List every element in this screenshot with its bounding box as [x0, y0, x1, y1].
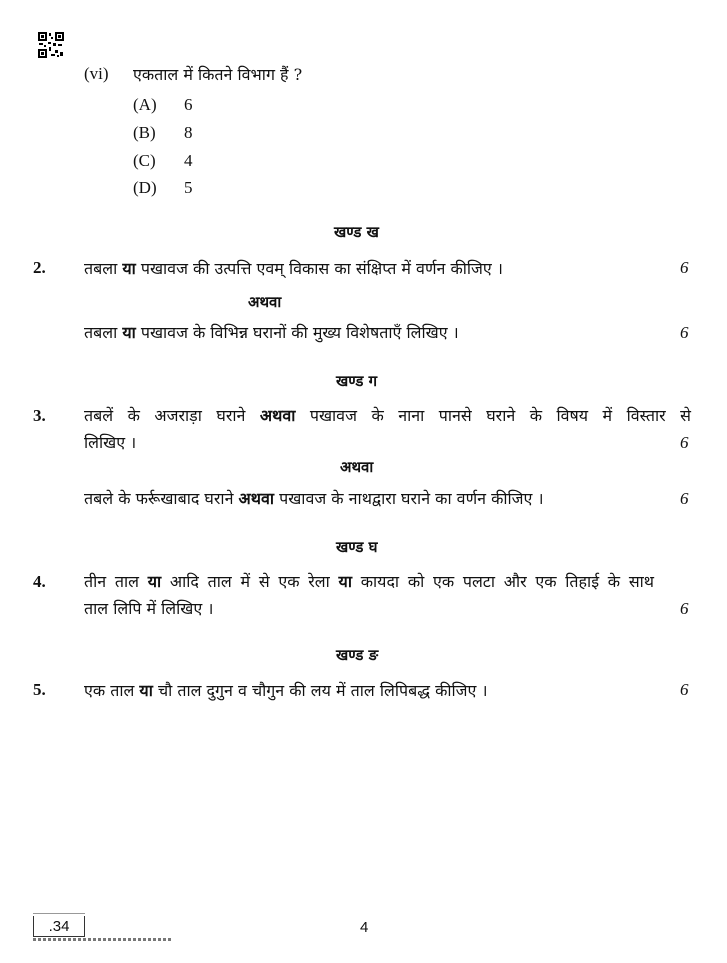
- paper-code: .34: [33, 916, 85, 937]
- marks: 6: [680, 599, 689, 618]
- section-heading: खण्ड घ: [336, 538, 378, 556]
- or-heading: अथवा: [340, 458, 374, 476]
- option-label: (B): [133, 123, 156, 142]
- marks: 6: [680, 680, 689, 699]
- marks: 6: [680, 433, 689, 452]
- question-number: 5.: [33, 680, 46, 699]
- page-number: 4: [360, 919, 369, 936]
- section-heading: खण्ड ग: [336, 372, 378, 390]
- question-text: तबले के फर्रूखाबाद घराने अथवा पखावज के नाथद्वारा घराने का वर्णन कीजिए ।: [84, 489, 544, 508]
- option-value: 4: [184, 151, 193, 170]
- qr-code-icon: [38, 32, 64, 58]
- question-text: लिखिए ।: [84, 433, 137, 452]
- option-label: (A): [133, 95, 157, 114]
- footer-divider: [33, 913, 85, 914]
- question-text: तबलें के अजराड़ा घराने अथवा पखावज के नाना पानसे घराने के विषय में विस्तार से: [84, 406, 691, 425]
- question-text: ताल लिपि में लिखिए ।: [84, 599, 214, 618]
- question-text: तबला या पखावज के विभिन्न घरानों की मुख्य विशेषताएँ लिखिए ।: [84, 323, 459, 342]
- option-value: 8: [184, 123, 193, 142]
- question-text: एक ताल या चौ ताल दुगुन व चौगुन की लय में ताल लिपिबद्ध कीजिए ।: [84, 681, 488, 700]
- question-number: (vi): [84, 64, 109, 83]
- question-number: 4.: [33, 572, 46, 591]
- option-label: (D): [133, 178, 157, 197]
- question-text: तबला या पखावज की उत्पत्ति एवम् विकास का संक्षिप्त में वर्णन कीजिए ।: [84, 259, 503, 278]
- question-text: एकताल में कितने विभाग हैं ?: [133, 65, 303, 84]
- question-text: तीन ताल या आदि ताल में से एक रेला या कायदा को एक पलटा और एक तिहाई के साथ: [84, 572, 655, 591]
- marks: 6: [680, 258, 689, 277]
- question-number: 3.: [33, 406, 46, 425]
- option-value: 5: [184, 178, 193, 197]
- option-value: 6: [184, 95, 193, 114]
- question-number: 2.: [33, 258, 46, 277]
- marks: 6: [680, 323, 689, 342]
- footer-barcode-strip: [33, 938, 173, 941]
- or-heading: अथवा: [248, 293, 282, 311]
- section-heading: खण्ड ख: [334, 223, 379, 241]
- option-label: (C): [133, 151, 156, 170]
- marks: 6: [680, 489, 689, 508]
- section-heading: खण्ड ङ: [336, 646, 379, 664]
